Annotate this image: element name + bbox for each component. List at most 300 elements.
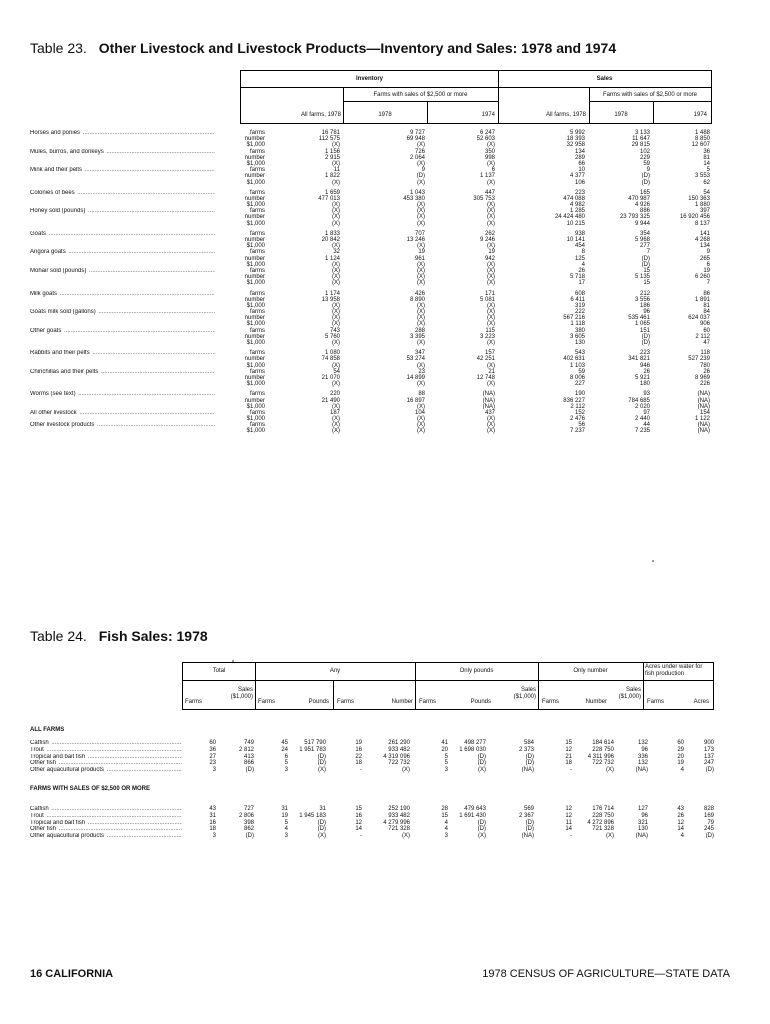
row-item-label xyxy=(30,428,215,434)
cell-value: 93 xyxy=(643,391,650,398)
row-unit: farms xyxy=(250,327,265,334)
cell-value: 2 373 xyxy=(518,746,534,753)
cell-value: 132 xyxy=(637,740,648,746)
table24-number: Table 24. xyxy=(30,628,87,644)
cell-value: 1 080 xyxy=(324,350,340,357)
cell-value: (X) xyxy=(487,381,495,388)
cell-value: 9 xyxy=(421,167,425,174)
cell-value: 5 718 xyxy=(569,274,585,281)
cell-value: 212 xyxy=(639,290,650,297)
row-item-label xyxy=(30,826,182,833)
cell-value: 780 xyxy=(699,362,710,369)
cell-value: 866 xyxy=(243,760,254,767)
cell-value: 3 556 xyxy=(634,296,650,303)
row-unit: $1,000 xyxy=(246,179,265,186)
scan-speck xyxy=(232,660,234,662)
row-item-label xyxy=(30,806,182,813)
cell-value: (X) xyxy=(487,243,495,250)
row-item-text xyxy=(30,221,31,227)
cell-value: 15 xyxy=(565,740,572,746)
section-heading: FARMS WITH SALES OF $2,500 OR MORE xyxy=(30,785,151,792)
row-item-text: Trout xyxy=(30,746,44,753)
table24-row xyxy=(30,813,720,820)
cell-value: 8 850 xyxy=(694,136,710,143)
cell-value: 14 899 xyxy=(406,374,425,381)
cell-value: 784 685 xyxy=(628,397,650,404)
any-header: Any xyxy=(329,668,341,674)
row-unit: number xyxy=(244,154,265,161)
row-item-text xyxy=(30,315,31,321)
cell-value: 584 xyxy=(523,740,534,746)
row-unit: number xyxy=(244,237,265,243)
cell-value: 12 xyxy=(565,812,572,819)
h-pounds4: Pounds xyxy=(470,699,491,705)
table23-row xyxy=(30,428,710,434)
cell-value: 1 043 xyxy=(409,189,425,196)
cell-value: (X) xyxy=(487,362,495,369)
cell-value: 86 xyxy=(703,290,710,297)
cell-value: (D) xyxy=(245,833,254,840)
row-unit: farms xyxy=(250,368,265,375)
cell-value: 31 xyxy=(281,805,288,812)
cell-value: (X) xyxy=(318,767,326,774)
table24-name: Fish Sales: 1978 xyxy=(98,628,208,644)
row-item-text: Other goats xyxy=(30,327,62,334)
cell-value: 749 xyxy=(243,740,254,746)
cell-value: 4 xyxy=(680,767,684,774)
cell-value: 14 xyxy=(677,826,684,833)
h-farms4: Farms xyxy=(419,699,436,705)
h-sales1: Sales ($1,000) xyxy=(230,687,253,700)
cell-value: 1 156 xyxy=(324,148,340,155)
cell-value: (X) xyxy=(487,309,495,316)
row-unit: farms xyxy=(250,167,265,174)
cell-value: 4 xyxy=(444,819,448,826)
only-number-header: Only number xyxy=(573,668,608,674)
cell-value: (X) xyxy=(417,160,425,167)
cell-value: 9 944 xyxy=(634,220,650,227)
cell-value: (X) xyxy=(332,267,340,274)
cell-value: 15 xyxy=(355,805,362,812)
cell-value: 479 643 xyxy=(464,805,486,812)
cell-value: (X) xyxy=(417,243,425,250)
row-item-text: Chinchillas and their pelts xyxy=(30,368,99,375)
cell-value: (NA) xyxy=(697,428,710,435)
cell-value: (NA) xyxy=(635,767,648,774)
row-item-text xyxy=(30,214,31,220)
cell-value: 517 790 xyxy=(304,740,326,746)
cell-value: 437 xyxy=(484,409,495,416)
row-unit: $1,000 xyxy=(246,403,265,410)
cell-value: 54 xyxy=(333,368,340,375)
row-unit: $1,000 xyxy=(246,280,265,287)
row-item-text xyxy=(30,256,31,262)
cell-value: (X) xyxy=(417,214,425,221)
cell-value: 18 xyxy=(209,826,216,833)
cell-value: 96 xyxy=(641,812,648,819)
cell-value: 3 xyxy=(212,833,216,840)
cell-value: 252 190 xyxy=(388,805,410,812)
cell-value: 5 xyxy=(284,760,288,767)
cell-value: 8 xyxy=(581,249,585,256)
cell-value: 354 xyxy=(639,230,650,237)
cell-value: (D) xyxy=(525,760,534,767)
cell-value: 608 xyxy=(574,290,585,297)
row-item-label xyxy=(30,754,182,761)
cell-value: (D) xyxy=(705,767,714,774)
cell-value: 19 xyxy=(281,812,288,819)
cell-value: 569 xyxy=(523,805,534,812)
page-number-state: 16 CALIFORNIA xyxy=(30,968,114,980)
cell-value: (X) xyxy=(487,302,495,309)
cell-value: 118 xyxy=(700,350,710,357)
row-item-text xyxy=(30,136,31,142)
row-item-text: Tropical and bait fish xyxy=(30,819,86,826)
cell-value: (D) xyxy=(317,819,326,826)
cell-value: 130 xyxy=(637,826,648,833)
cell-value: 141 xyxy=(699,230,710,237)
row-item-text: Other livestock products xyxy=(30,422,95,429)
row-unit: farms xyxy=(250,130,265,136)
h-number5: Number xyxy=(585,699,607,705)
cell-value: (X) xyxy=(487,267,495,274)
row-unit: $1,000 xyxy=(246,340,265,346)
only-pounds-header: Only pounds xyxy=(459,668,494,674)
row-item-label xyxy=(30,381,215,387)
cell-value: 16 781 xyxy=(321,130,340,136)
cell-value: 245 xyxy=(703,826,714,833)
cell-value: 4 377 xyxy=(569,173,585,180)
cell-value: 42 251 xyxy=(476,356,495,363)
cell-value: 19 xyxy=(677,760,684,767)
cell-value: 2 112 xyxy=(570,403,585,410)
cell-value: 942 xyxy=(484,255,495,262)
sales-1974-header: 1974 xyxy=(693,112,707,118)
cell-value: (X) xyxy=(478,833,486,840)
cell-value: 1 118 xyxy=(570,321,585,328)
cell-value: 543 xyxy=(574,350,585,357)
cell-value: 20 842 xyxy=(321,237,340,243)
row-unit: $1,000 xyxy=(246,428,265,435)
cell-value: 19 xyxy=(488,249,495,256)
cell-value: 150 363 xyxy=(688,195,710,202)
cell-value: (X) xyxy=(332,381,340,388)
cell-value: 347 xyxy=(414,350,425,357)
cell-value: 535 461 xyxy=(628,315,650,322)
cell-value: 60 xyxy=(677,740,684,746)
cell-value: 26 xyxy=(643,368,650,375)
row-item-text xyxy=(30,280,31,286)
cell-value: (X) xyxy=(417,403,425,410)
table23-title xyxy=(30,40,616,56)
total-header: Total xyxy=(212,668,226,674)
sales-farms-2500-header: Farms with sales of $2,500 or more xyxy=(602,92,698,98)
table24-row xyxy=(30,740,720,747)
cell-value: (X) xyxy=(487,261,495,268)
cell-value: 3 xyxy=(444,833,448,840)
cell-value: 938 xyxy=(574,230,585,237)
cell-value: (D) xyxy=(477,753,486,760)
row-unit: $1,000 xyxy=(246,381,265,388)
cell-value: (D) xyxy=(477,819,486,826)
cell-value: (X) xyxy=(332,422,340,429)
cell-value: 426 xyxy=(414,290,425,297)
cell-value: 41 xyxy=(441,740,448,746)
row-item-label xyxy=(30,820,182,827)
table24-body xyxy=(30,722,720,848)
cell-value: (X) xyxy=(332,309,340,316)
cell-value: 74 858 xyxy=(321,356,340,363)
cell-value: 26 xyxy=(703,368,710,375)
row-unit: farms xyxy=(250,249,265,256)
cell-value: (X) xyxy=(487,428,495,435)
cell-value: (X) xyxy=(487,315,495,322)
cell-value: (X) xyxy=(417,309,425,316)
cell-value: - xyxy=(570,767,572,774)
cell-value: 5 xyxy=(444,760,448,767)
cell-value: 247 xyxy=(703,760,714,767)
row-item-text xyxy=(30,196,31,202)
cell-value: (X) xyxy=(487,179,495,186)
cell-value: 321 xyxy=(637,819,648,826)
h-farms6: Farms xyxy=(647,699,664,705)
cell-value: 9 xyxy=(706,249,710,256)
cell-value: 12 748 xyxy=(476,374,495,381)
cell-value: 6 xyxy=(706,261,710,268)
cell-value: 1 174 xyxy=(324,290,340,297)
cell-value: 1 833 xyxy=(324,230,340,237)
cell-value: (X) xyxy=(487,416,495,423)
cell-value: (X) xyxy=(332,315,340,322)
cell-value: (X) xyxy=(417,179,425,186)
cell-value: 4 311 996 xyxy=(587,753,614,760)
cell-value: 88 xyxy=(418,391,425,398)
cell-value: (X) xyxy=(487,321,495,328)
h-sales5: Sales ($1,000) xyxy=(618,687,641,700)
cell-value: 152 xyxy=(574,409,585,416)
cell-value: (NA) xyxy=(521,833,534,840)
cell-value: 104 xyxy=(414,409,425,416)
row-item-label xyxy=(30,280,215,286)
table23-body xyxy=(30,130,710,435)
row-item-label xyxy=(30,747,182,754)
cell-value: 8 137 xyxy=(694,220,710,227)
cell-value: (D) xyxy=(525,753,534,760)
cell-value: 229 xyxy=(639,154,650,161)
cell-value: 13 246 xyxy=(406,237,425,243)
cell-value: 470 987 xyxy=(628,195,650,202)
cell-value: 151 xyxy=(639,327,650,334)
cell-value: 5 xyxy=(706,167,710,174)
row-unit: number xyxy=(244,173,265,180)
row-item-text: Milk goats xyxy=(30,290,58,297)
cell-value: 44 xyxy=(643,422,650,429)
cell-value: 54 xyxy=(703,189,710,196)
cell-value: (D) xyxy=(705,833,714,840)
cell-value: 4 xyxy=(284,826,288,833)
cell-value: 2 367 xyxy=(518,812,534,819)
cell-value: 52 603 xyxy=(476,136,495,143)
cell-value: 1 698 030 xyxy=(459,746,486,753)
cell-value: 1 951 783 xyxy=(299,746,326,753)
table24-row xyxy=(30,826,720,833)
cell-value: 1 122 xyxy=(694,416,710,423)
cell-value: 15 xyxy=(643,267,650,274)
h-acres6: Acres xyxy=(693,699,709,705)
cell-value: 961 xyxy=(414,255,425,262)
cell-value: (X) xyxy=(332,142,340,149)
cell-value: (D) xyxy=(477,760,486,767)
row-unit: farms xyxy=(250,391,265,398)
cell-value: 2 812 xyxy=(238,746,254,753)
cell-value: 727 xyxy=(243,805,254,812)
cell-value: 447 xyxy=(484,189,495,196)
cell-value: 2 806 xyxy=(238,812,254,819)
h-farms1: Farms xyxy=(185,699,202,705)
cell-value: 226 xyxy=(699,381,710,388)
cell-value: 1 822 xyxy=(324,173,340,180)
cell-value: 3 605 xyxy=(569,333,585,340)
cell-value: (D) xyxy=(317,760,326,767)
row-item-text: Honey sold (pounds) xyxy=(30,208,86,215)
cell-value: 1 691 430 xyxy=(459,812,486,819)
cell-value: 24 424 480 xyxy=(554,214,585,221)
cell-value: 2 915 xyxy=(324,154,340,161)
cell-value: 59 xyxy=(578,368,585,375)
row-item-text xyxy=(30,297,31,303)
cell-value: 527 239 xyxy=(688,356,710,363)
cell-value: (X) xyxy=(417,340,425,346)
cell-value: 477 013 xyxy=(318,195,340,202)
cell-value: (X) xyxy=(417,142,425,149)
cell-value: 134 xyxy=(699,243,710,250)
cell-value: (D) xyxy=(641,255,650,262)
cell-value: 624 037 xyxy=(688,315,710,322)
cell-value: 165 xyxy=(639,189,650,196)
row-unit: $1,000 xyxy=(246,202,265,209)
cell-value: 56 xyxy=(578,422,585,429)
row-unit: number xyxy=(244,397,265,404)
cell-value: 7 xyxy=(706,280,710,287)
cell-value: 265 xyxy=(699,255,710,262)
row-item-text xyxy=(30,173,31,179)
cell-value: 4 982 xyxy=(569,202,585,209)
cell-value: (X) xyxy=(487,214,495,221)
cell-value: 43 xyxy=(209,805,216,812)
cell-value: 7 235 xyxy=(634,428,650,435)
h-farms3: Farms xyxy=(337,699,354,705)
row-unit: $1,000 xyxy=(246,302,265,309)
row-unit: $1,000 xyxy=(246,416,265,423)
cell-value: 26 xyxy=(677,812,684,819)
cell-value: (X) xyxy=(332,214,340,221)
cell-value: 862 xyxy=(243,826,254,833)
row-item-text: Goats xyxy=(30,230,47,237)
cell-value: 14 xyxy=(355,826,362,833)
cell-value: 7 xyxy=(646,249,650,256)
table23-row xyxy=(30,221,710,227)
row-item-text xyxy=(30,356,31,362)
cell-value: (D) xyxy=(416,173,425,180)
cell-value: 28 xyxy=(441,805,448,812)
cell-value: 176 714 xyxy=(592,805,614,812)
sales-1978-header: 1978 xyxy=(614,112,628,118)
inv-all-farms-header: All farms, 1978 xyxy=(300,112,341,118)
cell-value: 223 xyxy=(639,350,650,357)
cell-value: 21 xyxy=(488,368,495,375)
cell-value: (X) xyxy=(318,833,326,840)
row-item-label xyxy=(30,221,215,227)
cell-value: 31 xyxy=(209,812,216,819)
cell-value: 5 xyxy=(444,753,448,760)
cell-value: 9 727 xyxy=(409,130,425,136)
cell-value: 17 xyxy=(578,280,585,287)
cell-value: 3 xyxy=(444,767,448,774)
cell-value: (D) xyxy=(525,819,534,826)
cell-value: 5 921 xyxy=(634,374,650,381)
cell-value: (D) xyxy=(641,340,650,346)
cell-value: (X) xyxy=(332,179,340,186)
section-gap xyxy=(30,774,720,782)
cell-value: 6 247 xyxy=(479,130,495,136)
cell-value: 23 xyxy=(209,760,216,767)
table24-row xyxy=(30,747,720,754)
inv-farms-2500-header: Farms with sales of $2,500 or more xyxy=(373,92,468,98)
row-unit: farms xyxy=(250,350,265,357)
row-item-text xyxy=(30,161,31,167)
cell-value: (NA) xyxy=(482,403,495,410)
table24-row xyxy=(30,833,720,840)
row-item-text xyxy=(30,416,31,422)
cell-value: 228 750 xyxy=(592,812,614,819)
cell-value: (D) xyxy=(245,767,254,774)
row-unit: number xyxy=(244,274,265,281)
cell-value: 1 659 xyxy=(324,189,340,196)
cell-value: 6 xyxy=(284,753,288,760)
cell-value: 5 760 xyxy=(324,333,340,340)
row-item-label xyxy=(30,767,182,774)
row-item-text xyxy=(30,375,31,381)
table23-row xyxy=(30,340,710,346)
cell-value: 45 xyxy=(281,740,288,746)
cell-value: 15 xyxy=(643,280,650,287)
section-heading: ALL FARMS xyxy=(30,727,65,733)
table23-number: Table 23. xyxy=(30,40,87,56)
cell-value: 14 xyxy=(703,160,710,167)
row-unit: $1,000 xyxy=(246,261,265,268)
cell-value: 79 xyxy=(707,819,714,826)
cell-value: 84 xyxy=(703,309,710,316)
cell-value: 59 xyxy=(643,160,650,167)
cell-value: 169 xyxy=(703,812,714,819)
cell-value: 8 890 xyxy=(409,296,425,303)
row-item-text xyxy=(30,142,31,148)
cell-value: 9 246 xyxy=(479,237,495,243)
cell-value: 10 xyxy=(578,167,585,174)
row-item-text xyxy=(30,404,31,410)
cell-value: 3 xyxy=(284,767,288,774)
cell-value: 722 732 xyxy=(388,760,410,767)
cell-value: (X) xyxy=(487,142,495,149)
table23-row xyxy=(30,280,710,286)
cell-value: (X) xyxy=(487,208,495,215)
cell-value: 3 395 xyxy=(409,333,425,340)
cell-value: 1 880 xyxy=(694,202,710,209)
cell-value: 180 xyxy=(639,381,650,388)
cell-value: 3 xyxy=(284,833,288,840)
cell-value: 187 xyxy=(329,409,340,416)
cell-value: 186 xyxy=(639,302,650,309)
